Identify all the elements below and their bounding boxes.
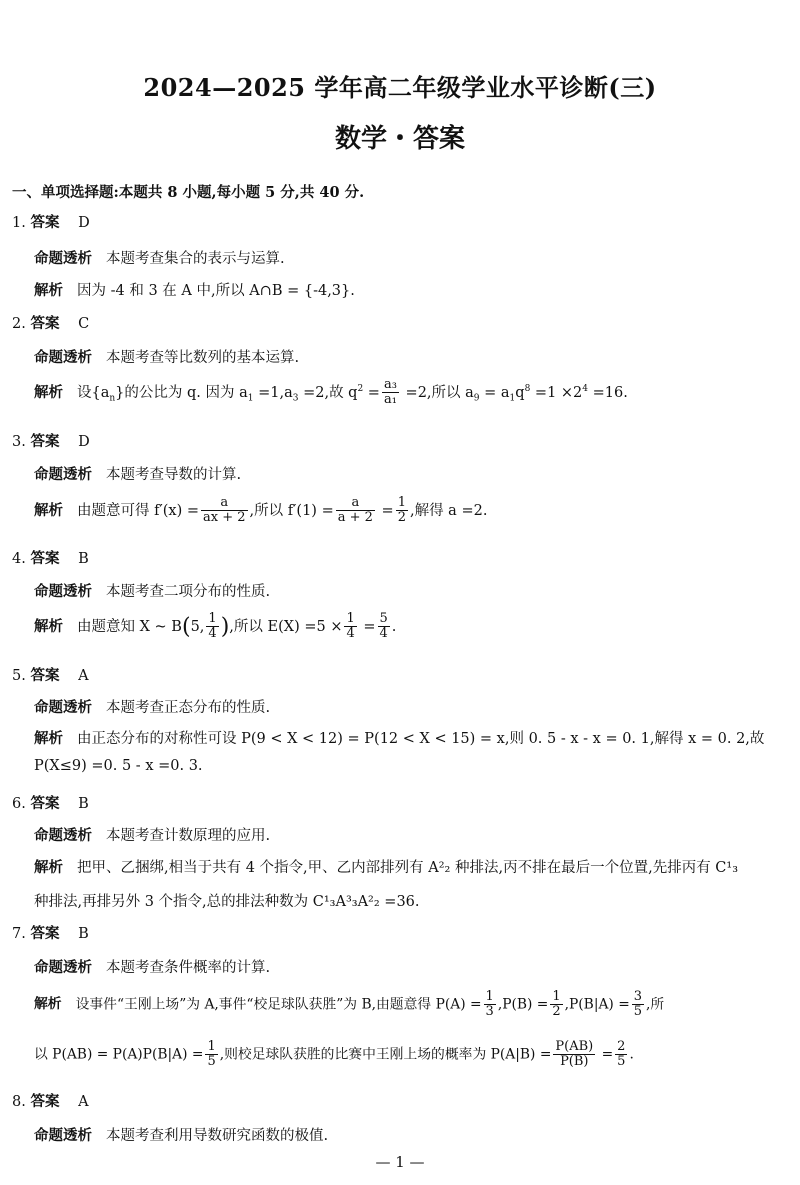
q1-number: 1. <box>12 215 26 231</box>
analysis-label: 解析 <box>34 282 63 299</box>
insight-label: 命题透析 <box>34 250 92 267</box>
q4-answer: B <box>78 551 89 567</box>
fraction-denominator: P(B) <box>560 1054 589 1070</box>
q7-analysis-line-2 <box>34 1040 634 1070</box>
q5-insight-text: 本题考查正态分布的性质. <box>106 700 271 716</box>
fraction-a3-a1 <box>382 378 399 408</box>
fraction-pab-pb <box>553 1040 595 1070</box>
q7-text-1: 设事件“王刚上场”为 A,事件“校足球队获胜”为 B,由题意得 P(A) = <box>75 996 482 1013</box>
q3-insight <box>34 463 241 484</box>
q1-analysis-text: 因为 -4 和 3 在 A 中,所以 A∩B = {-4,3}. <box>77 283 355 299</box>
q4-text-4: . <box>391 618 397 635</box>
answer-label: 答案 <box>30 214 60 231</box>
q2-insight <box>34 346 299 367</box>
fraction-one-quarter <box>344 612 356 642</box>
q2-text-4: =2,故 q <box>298 384 358 401</box>
fraction-denominator: 4 <box>208 626 217 642</box>
q7-number: 7. <box>12 926 26 942</box>
q6-answer-line <box>12 792 89 813</box>
q3-text-3: = <box>376 502 394 519</box>
q7-insight <box>34 956 270 977</box>
answer-label: 答案 <box>30 315 60 332</box>
q4-analysis <box>34 612 396 642</box>
q7-text-2: ,P(B) = <box>497 996 549 1013</box>
q5-analysis-line-2: P(X≤9) =0. 5 - x =0. 3. <box>34 758 203 774</box>
q3-insight-text: 本题考查导数的计算. <box>106 467 242 483</box>
insight-label: 命题透析 <box>34 699 92 716</box>
q3-answer-line <box>12 430 90 451</box>
q1-answer: D <box>78 215 90 231</box>
q7-text-5: 以 P(AB) = P(A)P(B|A) = <box>34 1046 204 1063</box>
q4-number: 4. <box>12 551 26 567</box>
fraction-a-ax2 <box>201 496 248 526</box>
q2-text-5: = <box>363 384 380 401</box>
q6-insight-text: 本题考查计数原理的应用. <box>106 828 271 844</box>
q2-text-8: q <box>515 384 525 401</box>
q7-answer: B <box>78 926 89 942</box>
page-subtitle: 数学・答案 <box>334 124 465 154</box>
fraction-denominator: 4 <box>346 626 355 642</box>
q2-text-2: }的公比为 q. 因为 a <box>115 384 248 401</box>
fraction-one-fifth <box>205 1040 217 1070</box>
insight-label: 命题透析 <box>34 827 92 844</box>
answer-label: 答案 <box>30 925 60 942</box>
q8-answer-line <box>12 1090 89 1111</box>
fraction-three-fifth <box>632 990 644 1020</box>
insight-label: 命题透析 <box>34 466 92 483</box>
fraction-numerator: 5 <box>379 611 388 626</box>
q7-analysis <box>34 990 664 1020</box>
q2-text-1: 设{a <box>77 384 110 401</box>
q2-number: 2. <box>12 316 26 332</box>
q1-insight-text: 本题考查集合的表示与运算. <box>106 251 285 267</box>
fraction-one-third <box>484 990 496 1020</box>
analysis-label: 解析 <box>34 617 63 635</box>
q1-answer-line <box>12 211 90 232</box>
q5-analysis-text-1: 由正态分布的对称性可设 P(9 < X < 12) = P(12 < X < 15) = x,则 0. 5 - x - x = 0. 1,解得 x = 0. 2,故 <box>77 731 765 747</box>
page-number: — 1 — <box>375 1153 425 1171</box>
q5-analysis <box>34 727 764 748</box>
fraction-numerator: 1 <box>346 611 355 626</box>
insight-label: 命题透析 <box>34 583 92 600</box>
q3-text-2: ,所以 f′(1) = <box>249 502 334 519</box>
fraction-numerator: P(AB) <box>555 1039 594 1054</box>
q4-answer-line <box>12 547 89 568</box>
q6-insight <box>34 824 270 845</box>
q1-analysis <box>34 279 355 300</box>
q6-number: 6. <box>12 796 26 812</box>
fraction-denominator: 5 <box>633 1004 643 1020</box>
q6-analysis <box>34 856 738 877</box>
q7-text-7: = <box>597 1046 614 1063</box>
q3-text-4: ,解得 a =2. <box>409 502 488 519</box>
fraction-numerator: 3 <box>633 989 643 1004</box>
fraction-five-quarter <box>378 612 390 642</box>
q1-insight <box>34 247 285 268</box>
answer-label: 答案 <box>30 795 60 812</box>
fraction-denominator: a₁ <box>383 392 397 408</box>
q2-text-7: = a <box>479 384 510 401</box>
insight-label: 命题透析 <box>34 349 92 366</box>
answer-label: 答案 <box>30 667 60 684</box>
binom-args: 5, <box>190 618 205 635</box>
q2-text-10: =16. <box>588 384 628 401</box>
q3-number: 3. <box>12 434 26 450</box>
q7-insight-text: 本题考查条件概率的计算. <box>106 960 271 976</box>
q4-insight-text: 本题考查二项分布的性质. <box>106 584 271 600</box>
fraction-one-half <box>396 496 408 526</box>
paren-close: ) <box>220 614 230 640</box>
fraction-two-fifth <box>615 1040 627 1070</box>
q2-analysis: 解析 设$\{a_n\}$的公比为 q. 因为 $a_1 =1,a_3 =2$,故 $q^2$ = $\frac{\text{a₃}}{\text{a₁}}$ =2,所以 $a_9 = a_1q^8 =1 \times 2^4 =16$. <box>34 377 628 408</box>
fraction-denominator: 2 <box>552 1004 561 1020</box>
page-title: 2024—2025 学年高二年级学业水平诊断(三) <box>143 73 657 102</box>
q7-text-8: . <box>629 1046 634 1063</box>
q4-text-1: 由题意知 X ~ B <box>77 618 182 635</box>
fraction-numerator: a <box>336 496 375 511</box>
analysis-label: 解析 <box>34 730 63 747</box>
q5-answer: A <box>78 668 89 684</box>
q2-text-9: =1 ×2 <box>530 384 583 401</box>
q7-answer-line <box>12 922 89 943</box>
fraction-numerator: 2 <box>617 1039 626 1054</box>
q2-insight-text: 本题考查等比数列的基本运算. <box>106 350 300 366</box>
q3-analysis <box>34 496 487 526</box>
analysis-label: 解析 <box>34 501 63 519</box>
fraction-numerator: 1 <box>208 611 217 626</box>
insight-label: 命题透析 <box>34 1127 92 1144</box>
paren-open: ( <box>181 614 191 640</box>
q7-text-6: ,则校足球队获胜的比赛中王刚上场的概率为 P(A|B) = <box>219 1046 552 1063</box>
fraction-numerator: 1 <box>485 989 494 1004</box>
q5-answer-line <box>12 664 89 685</box>
q8-insight <box>34 1124 328 1145</box>
analysis-label: 解析 <box>34 996 62 1013</box>
fraction-denominator: ax + 2 <box>203 510 246 526</box>
fraction-denominator: 3 <box>485 1004 494 1020</box>
fraction-denominator: 5 <box>617 1054 626 1070</box>
q8-insight-text: 本题考查利用导数研究函数的极值. <box>106 1128 329 1144</box>
fraction-one-half <box>550 990 562 1020</box>
fraction-denominator: 4 <box>379 626 388 642</box>
insight-label: 命题透析 <box>34 959 92 976</box>
q4-text-2: ,所以 E(X) =5 × <box>229 618 343 635</box>
fraction-numerator: 1 <box>552 989 561 1004</box>
q7-text-4: ,所 <box>646 996 665 1013</box>
fraction-numerator: a <box>201 496 248 511</box>
answer-label: 答案 <box>30 1093 60 1110</box>
q3-text-1: 由题意可得 f′(x) = <box>77 502 200 519</box>
q5-insight <box>34 696 270 717</box>
fraction-one-quarter <box>206 612 218 642</box>
fraction-denominator: 2 <box>397 510 406 526</box>
q4-text-3: = <box>358 618 376 635</box>
q3-answer: D <box>78 434 90 450</box>
analysis-label: 解析 <box>34 859 63 876</box>
q2-text-6: =2,所以 a <box>400 384 474 401</box>
fraction-a-a2 <box>336 496 375 526</box>
answer-label: 答案 <box>30 433 60 450</box>
fraction-numerator: 1 <box>207 1039 216 1054</box>
q8-number: 8. <box>12 1094 26 1110</box>
q5-number: 5. <box>12 668 26 684</box>
fraction-denominator: 5 <box>207 1054 216 1070</box>
q2-answer-line <box>12 312 89 333</box>
q8-answer: A <box>78 1094 89 1110</box>
fraction-denominator: a + 2 <box>337 510 373 526</box>
q6-analysis-line-2: 种排法,再排另外 3 个指令,总的排法种数为 C¹₃A³₃A²₂ =36. <box>34 894 420 910</box>
section-heading: 一、单项选择题:本题共 8 小题,每小题 5 分,共 40 分. <box>12 184 365 201</box>
q6-answer: B <box>78 796 89 812</box>
q2-text-3: =1,a <box>253 384 293 401</box>
answer-label: 答案 <box>30 550 60 567</box>
fraction-numerator: 1 <box>397 495 406 510</box>
q2-answer: C <box>78 316 90 332</box>
q6-analysis-text-1: 把甲、乙捆绑,相当于共有 4 个指令,甲、乙内部排列有 A²₂ 种排法,丙不排在最后一个位置,先排丙有 C¹₃ <box>77 860 739 876</box>
fraction-numerator: a₃ <box>383 377 397 392</box>
analysis-label: 解析 <box>34 383 63 401</box>
q7-text-3: ,P(B|A) = <box>564 996 630 1013</box>
q4-insight <box>34 580 270 601</box>
